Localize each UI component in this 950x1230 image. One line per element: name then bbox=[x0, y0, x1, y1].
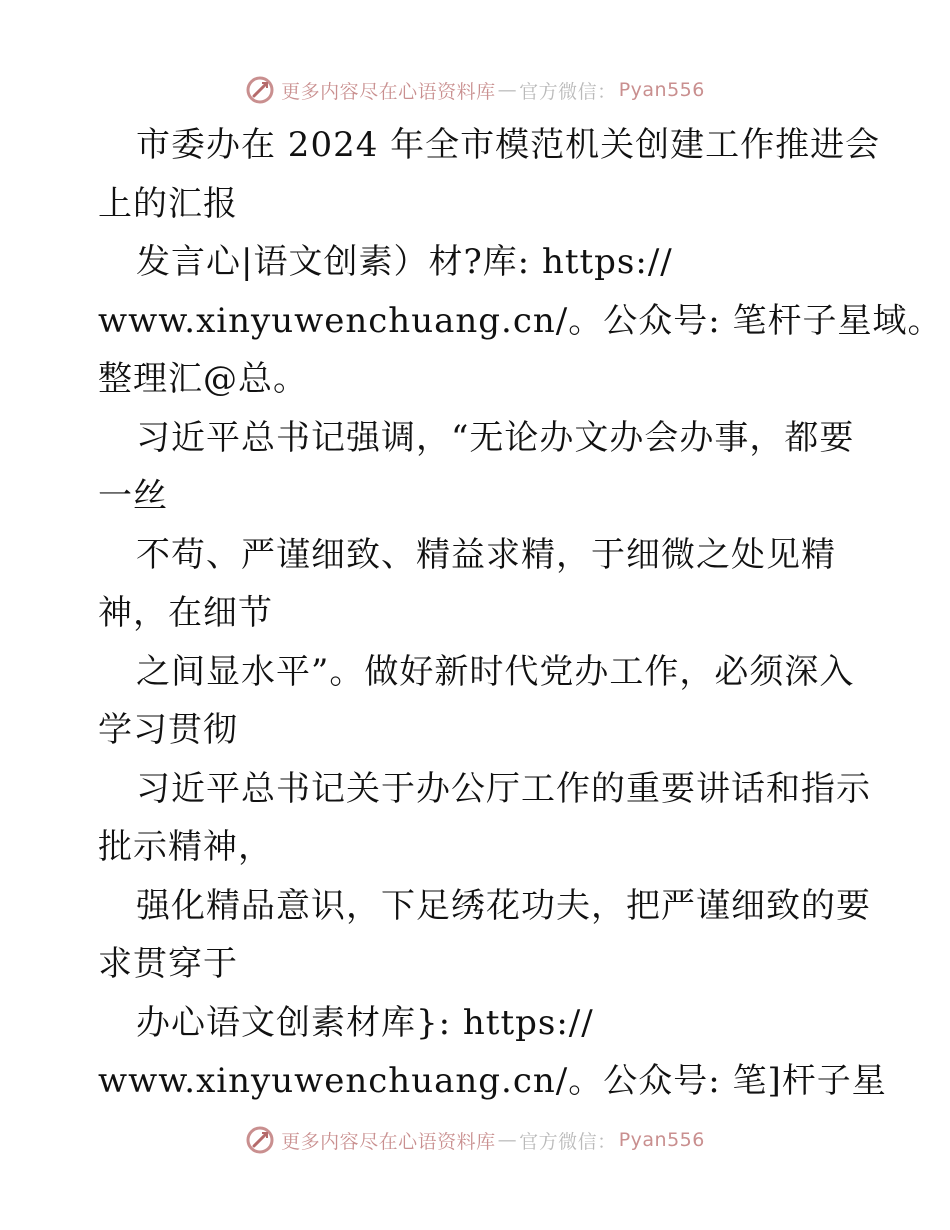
text-line: 一丝 bbox=[98, 476, 168, 516]
watermark-wechat-id: Pyan556 bbox=[618, 79, 705, 101]
watermark-brand: 更多内容尽在心语资料库 bbox=[281, 1130, 496, 1153]
text-line: www.xinyuwenchuang.cn/。公众号: 笔]杆子星 bbox=[98, 1061, 887, 1101]
text-line: 办心语文创素材库}: https:// bbox=[136, 1002, 594, 1043]
text-line: 之间显水平”。做好新时代党办工作，必须深入 bbox=[136, 651, 855, 692]
document-body bbox=[98, 116, 943, 1111]
text-line: 整理汇@总。 bbox=[98, 359, 308, 399]
watermark-dash: — bbox=[497, 79, 518, 101]
text-line: 强化精品意识，下足绣花功夫，把严谨细致的要 bbox=[136, 885, 871, 926]
text-line: 习近平总书记强调，“无论办文办会办事，都要 bbox=[136, 417, 855, 458]
text-line: 学习贯彻 bbox=[98, 710, 238, 750]
text-line: 求贯穿于 bbox=[98, 944, 238, 984]
text-line: 发言心|语文创素）材?库: https:// bbox=[136, 242, 673, 282]
watermark-official-label: 官方微信： bbox=[519, 80, 617, 103]
watermark-brand: 更多内容尽在心语资料库 bbox=[281, 80, 496, 103]
quill-seal-icon bbox=[245, 75, 275, 105]
text-line: 习近平总书记关于办公厅工作的重要讲话和指示 bbox=[136, 768, 871, 809]
watermark-official-label: 官方微信： bbox=[519, 1130, 617, 1153]
text-line: 神，在细节 bbox=[98, 593, 273, 633]
watermark-dash: — bbox=[497, 1129, 518, 1151]
quill-seal-icon bbox=[245, 1125, 275, 1155]
text-line: 市委办在 2024 年全市模范机关创建工作推进会 bbox=[136, 125, 881, 165]
header-watermark bbox=[0, 70, 950, 110]
footer-watermark bbox=[0, 1120, 950, 1160]
text-line: www.xinyuwenchuang.cn/。公众号: 笔杆子星域。 bbox=[98, 300, 943, 341]
watermark-wechat-id: Pyan556 bbox=[618, 1129, 705, 1151]
text-line: 不苟、严谨细致、精益求精，于细微之处见精 bbox=[136, 534, 836, 575]
text-line: 上的汇报 bbox=[98, 183, 238, 224]
text-line: 批示精神， bbox=[98, 827, 273, 867]
